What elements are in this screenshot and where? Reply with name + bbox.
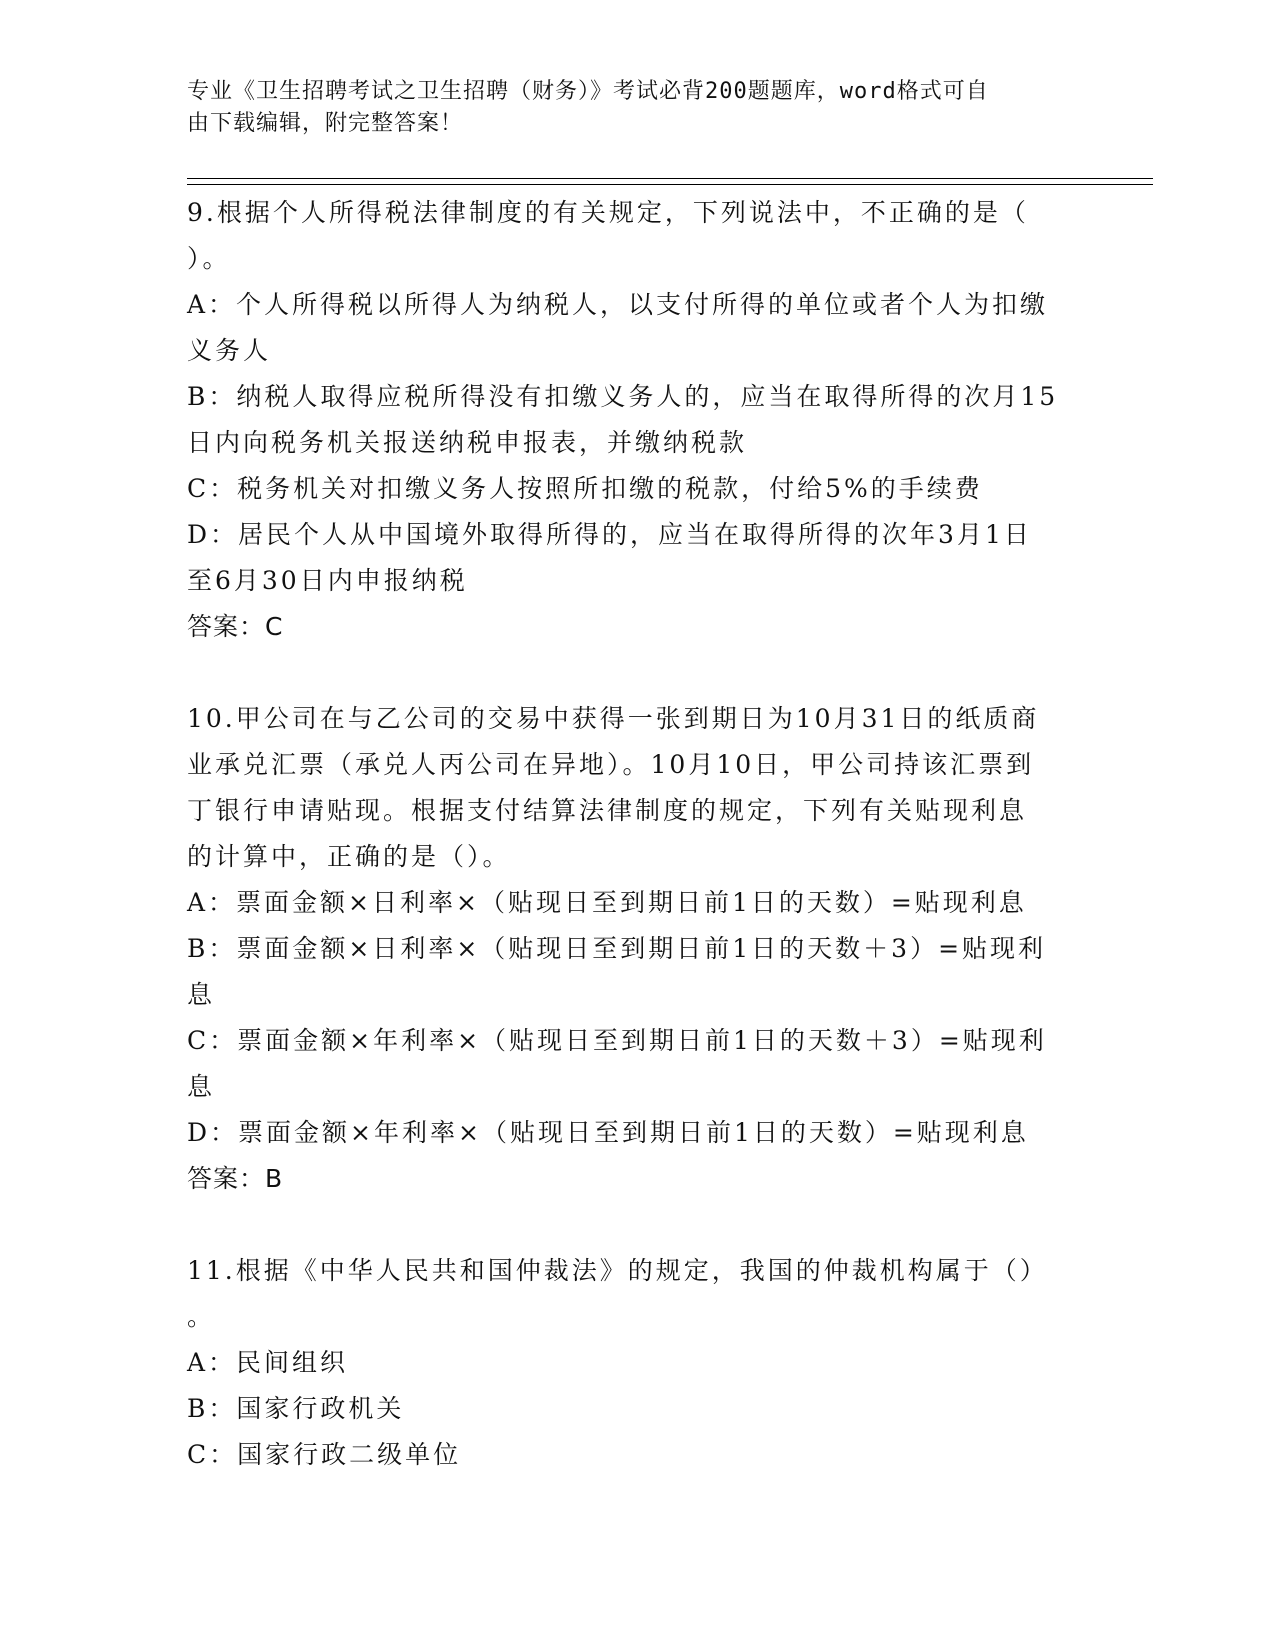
header-divider-bottom (187, 184, 1153, 185)
question-stem-line: 11.根据《中华人民共和国仲裁法》的规定，我国的仲裁机构属于（） (187, 1256, 1048, 1285)
option-b-line: B：国家行政机关 (187, 1394, 405, 1423)
option-c-line: C：票面金额×年利率×（贴现日至到期日前1日的天数＋3）=贴现利 (187, 1026, 1047, 1055)
option-d-line: 至6月30日内申报纳税 (187, 566, 468, 595)
question-11 (187, 1248, 1087, 1478)
option-a-line: A：民间组织 (187, 1348, 349, 1377)
answer (187, 604, 1087, 650)
option-c-line: C：国家行政二级单位 (187, 1440, 462, 1469)
question-stem-line: 的计算中，正确的是（）。 (187, 842, 511, 871)
header-divider-top (187, 178, 1153, 179)
option-a-line: 义务人 (187, 336, 272, 365)
question-list (187, 190, 1087, 1478)
question-10 (187, 696, 1087, 1202)
option-c-line: 息 (187, 1072, 216, 1101)
option-c-line: C：税务机关对扣缴义务人按照所扣缴的税款，付给5%的手续费 (187, 474, 983, 503)
answer-label: 答案： (187, 612, 266, 641)
answer-label: 答案： (187, 1164, 266, 1193)
option-b-line: B：票面金额×日利率×（贴现日至到期日前1日的天数＋3）=贴现利 (187, 934, 1047, 963)
question-stem-line: 10.甲公司在与乙公司的交易中获得一张到期日为10月31日的纸质商 (187, 704, 1040, 733)
option-b-line: B：纳税人取得应税所得没有扣缴义务人的，应当在取得所得的次月15 (187, 382, 1059, 411)
question-stem-line: 9.根据个人所得税法律制度的有关规定，下列说法中，不正确的是（ (187, 198, 1029, 227)
option-d-line: D：票面金额×年利率×（贴现日至到期日前1日的天数）=贴现利息 (187, 1118, 1029, 1147)
header-line-1: 专业《卫生招聘考试之卫生招聘（财务）》考试必背200题题库，word格式可自 (187, 79, 989, 104)
question-stem-line: ）。 (187, 244, 231, 273)
answer-value: B (265, 1164, 284, 1193)
question-stem-line: 丁银行申请贴现。根据支付结算法律制度的规定，下列有关贴现利息 (187, 796, 1028, 825)
document-header (187, 76, 1087, 140)
header-line-2: 由下载编辑，附完整答案！ (187, 111, 464, 136)
option-b-line: 息 (187, 980, 216, 1009)
option-a-line: A：个人所得税以所得人为纳税人，以支付所得的单位或者个人为扣缴 (187, 290, 1049, 319)
question-9 (187, 190, 1087, 650)
option-d-line: D：居民个人从中国境外取得所得的，应当在取得所得的次年3月1日 (187, 520, 1032, 549)
question-stem-line: 业承兑汇票（承兑人丙公司在异地）。10月10日，甲公司持该汇票到 (187, 750, 1035, 779)
question-stem-line: 。 (187, 1302, 216, 1331)
answer-value: C (265, 612, 284, 641)
option-a-line: A：票面金额×日利率×（贴现日至到期日前1日的天数）=贴现利息 (187, 888, 1027, 917)
option-b-line: 日内向税务机关报送纳税申报表，并缴纳税款 (187, 428, 748, 457)
answer (187, 1156, 1087, 1202)
